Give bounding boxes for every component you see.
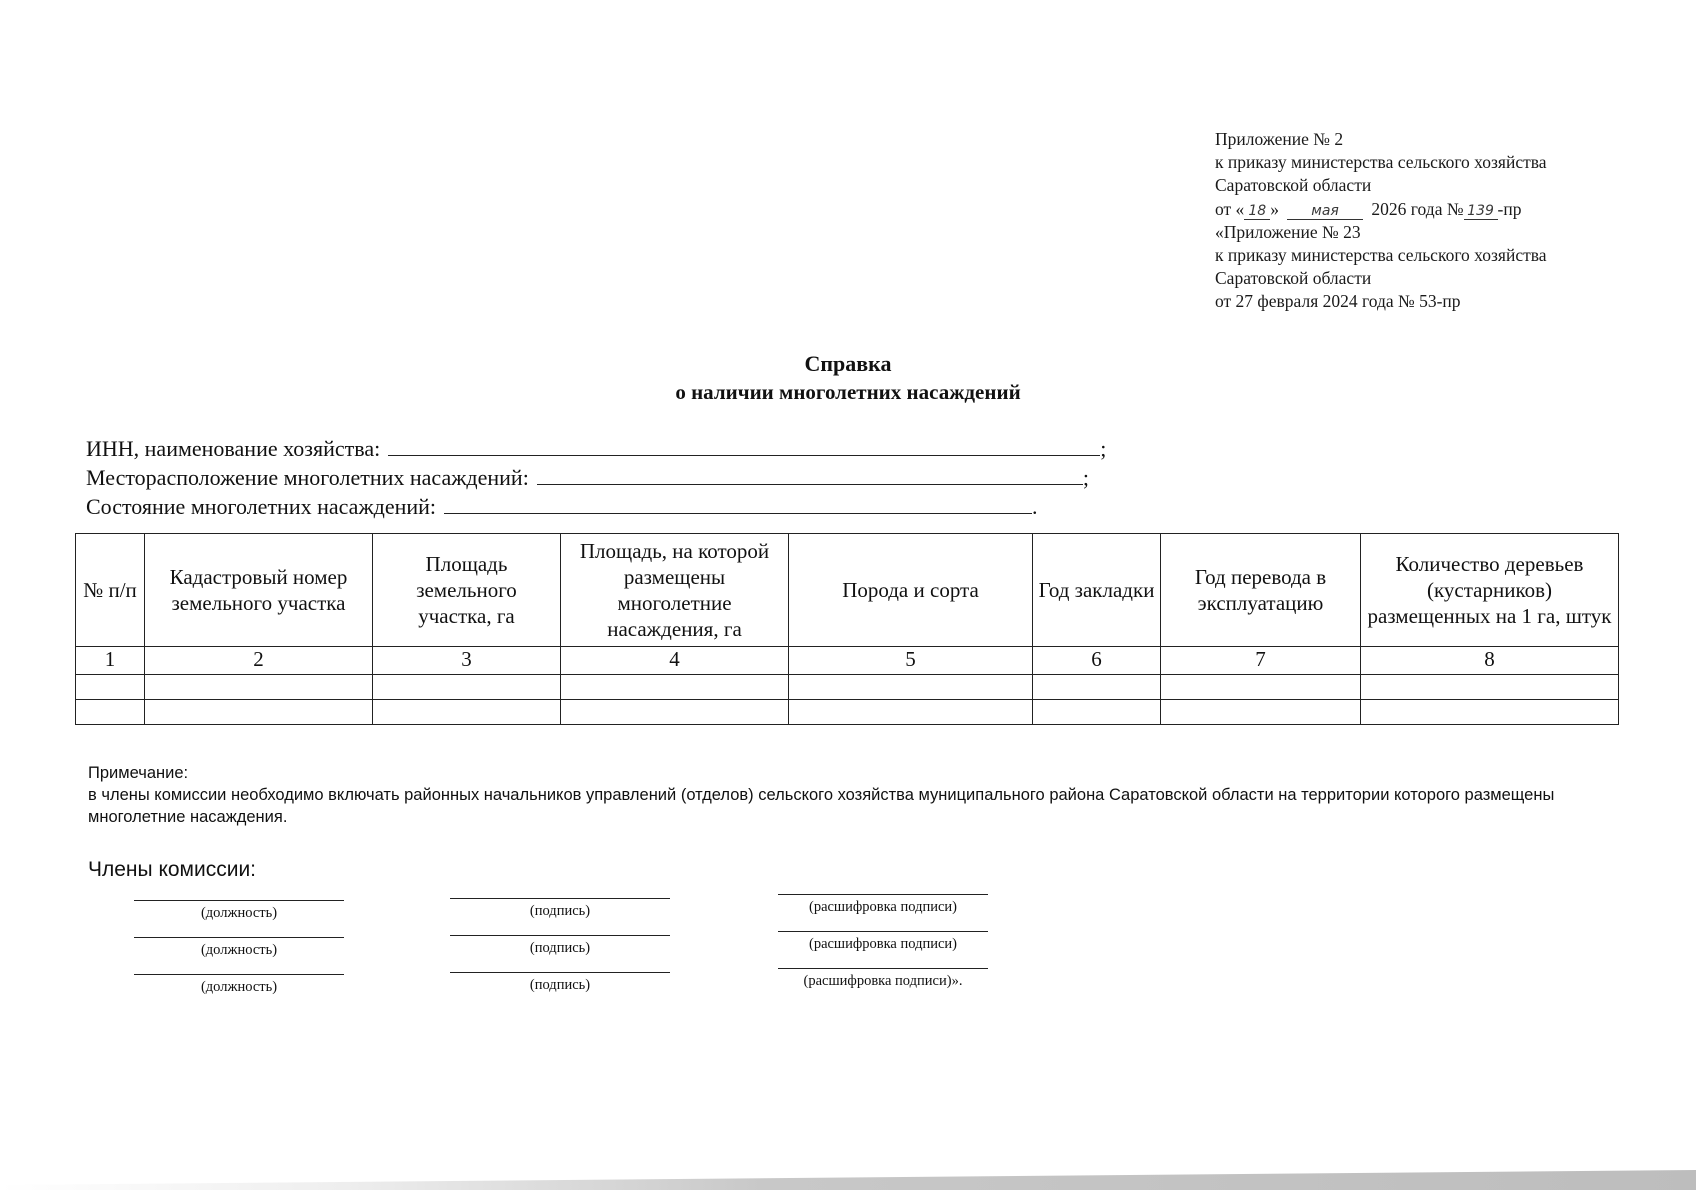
header-cell-planting-year: Год закладки	[1033, 534, 1161, 647]
field-location-label: Месторасположение многолетних насаждений:	[86, 465, 529, 490]
scan-edge-shadow	[0, 1170, 1696, 1190]
signature-line[interactable]	[450, 972, 670, 973]
appendix-line-3: Саратовской области	[1215, 175, 1372, 196]
table-cell[interactable]	[1033, 700, 1161, 725]
field-inn	[86, 434, 1106, 463]
table-cell[interactable]	[789, 700, 1033, 725]
field-inn-label: ИНН, наименование хозяйства:	[86, 436, 381, 461]
number-cell: 1	[76, 647, 145, 675]
header-cell-operation-year: Год перевода в эксплуатацию	[1161, 534, 1361, 647]
handwritten-month: мая	[1287, 203, 1363, 220]
title-block	[0, 350, 1696, 406]
decode-caption: (расшифровка подписи)	[808, 899, 958, 915]
table-cell[interactable]	[145, 700, 373, 725]
field-location-blank[interactable]	[537, 466, 1083, 485]
appendix-date-line	[1215, 198, 1655, 221]
signature-column	[450, 898, 670, 1009]
table-cell[interactable]	[145, 675, 373, 700]
document-subtitle: о наличии многолетних насаждений	[675, 380, 1021, 404]
signature-line[interactable]	[450, 935, 670, 936]
field-inn-end: ;	[1100, 436, 1107, 461]
appendix-line-1: Приложение № 2	[1215, 129, 1344, 149]
header-cell-species: Порода и сорта	[789, 534, 1033, 647]
appendix-line-8: от 27 февраля 2024 года № 53-пр	[1215, 291, 1461, 312]
signature-line[interactable]	[778, 931, 988, 932]
appendix-line-7: Саратовской области	[1215, 268, 1372, 289]
number-cell: 2	[145, 647, 373, 675]
handwritten-day: 18	[1244, 203, 1270, 220]
field-location-end: ;	[1082, 465, 1089, 490]
signature-line[interactable]	[134, 900, 344, 901]
signature-caption: (подпись)	[529, 903, 591, 919]
table-cell[interactable]	[1033, 675, 1161, 700]
field-location	[86, 463, 1106, 492]
field-inn-blank[interactable]	[388, 437, 1100, 456]
table-cell[interactable]	[373, 675, 561, 700]
signature-line[interactable]	[134, 974, 344, 975]
note-block	[88, 762, 1628, 828]
decode-caption-last: (расшифровка подписи)».	[803, 973, 963, 989]
appendix-line-5: «Приложение № 23	[1215, 221, 1361, 242]
table-cell[interactable]	[789, 675, 1033, 700]
date-year: 2026 года №	[1371, 198, 1464, 219]
position-column	[134, 900, 344, 1011]
signature-line[interactable]	[778, 894, 988, 895]
field-condition-end: .	[1032, 494, 1038, 519]
table-cell[interactable]	[76, 675, 145, 700]
number-cell: 8	[1361, 647, 1619, 675]
number-cell: 6	[1033, 647, 1161, 675]
form-fields	[86, 434, 1106, 521]
position-caption: (должность)	[200, 942, 278, 958]
signature-line[interactable]	[134, 937, 344, 938]
decode-caption: (расшифровка подписи)	[808, 936, 958, 952]
decode-column	[778, 894, 988, 1005]
header-cell-planting-area: Площадь, на которой размещены многолетние насаждения, га	[561, 534, 789, 647]
signature-line[interactable]	[778, 968, 988, 969]
table-header-row	[76, 534, 1619, 647]
table-number-row	[76, 647, 1619, 675]
plantings-table	[75, 533, 1619, 725]
signature-line[interactable]	[450, 898, 670, 899]
table-cell[interactable]	[373, 700, 561, 725]
number-cell: 5	[789, 647, 1033, 675]
header-cell-cadastral: Кадастровый номер земельного участка	[145, 534, 373, 647]
table-cell[interactable]	[561, 675, 789, 700]
number-cell: 3	[373, 647, 561, 675]
note-label: Примечание:	[88, 764, 189, 782]
appendix-line-6: к приказу министерства сельского хозяйства	[1215, 245, 1547, 266]
date-prefix: от «	[1215, 198, 1245, 219]
table-cell[interactable]	[1361, 675, 1619, 700]
table-cell[interactable]	[76, 700, 145, 725]
table-cell[interactable]	[1161, 700, 1361, 725]
signature-caption: (подпись)	[529, 977, 591, 993]
appendix-line-2: к приказу министерства сельского хозяйства	[1215, 152, 1547, 173]
commission-members-label: Члены комиссии:	[88, 858, 257, 881]
date-suffix: -пр	[1497, 198, 1522, 219]
table-row	[76, 675, 1619, 700]
position-caption: (должность)	[200, 979, 278, 995]
date-mid: »	[1270, 198, 1280, 219]
table-row	[76, 700, 1619, 725]
signature-caption: (подпись)	[529, 940, 591, 956]
header-cell-tree-count: Количество деревьев (кустарников) размещенных на 1 га, штук	[1361, 534, 1619, 647]
handwritten-number: 139	[1464, 203, 1498, 220]
field-condition-label: Состояние многолетних насаждений:	[86, 494, 437, 519]
position-caption: (должность)	[200, 905, 278, 921]
header-cell-number: № п/п	[76, 534, 145, 647]
appendix-block	[1215, 128, 1655, 314]
number-cell: 7	[1161, 647, 1361, 675]
table-cell[interactable]	[561, 700, 789, 725]
field-condition	[86, 492, 1106, 521]
number-cell: 4	[561, 647, 789, 675]
note-text: в члены комиссии необходимо включать районных начальников управлений (отделов) сельского хозяйства муниципального района Саратовской области на территории которого размещены многолетние насаждения.	[88, 786, 1555, 826]
field-condition-blank[interactable]	[444, 495, 1032, 514]
table-cell[interactable]	[1161, 675, 1361, 700]
header-cell-plot-area: Площадь земельного участка, га	[373, 534, 561, 647]
document-title: Справка	[804, 351, 892, 376]
table-cell[interactable]	[1361, 700, 1619, 725]
